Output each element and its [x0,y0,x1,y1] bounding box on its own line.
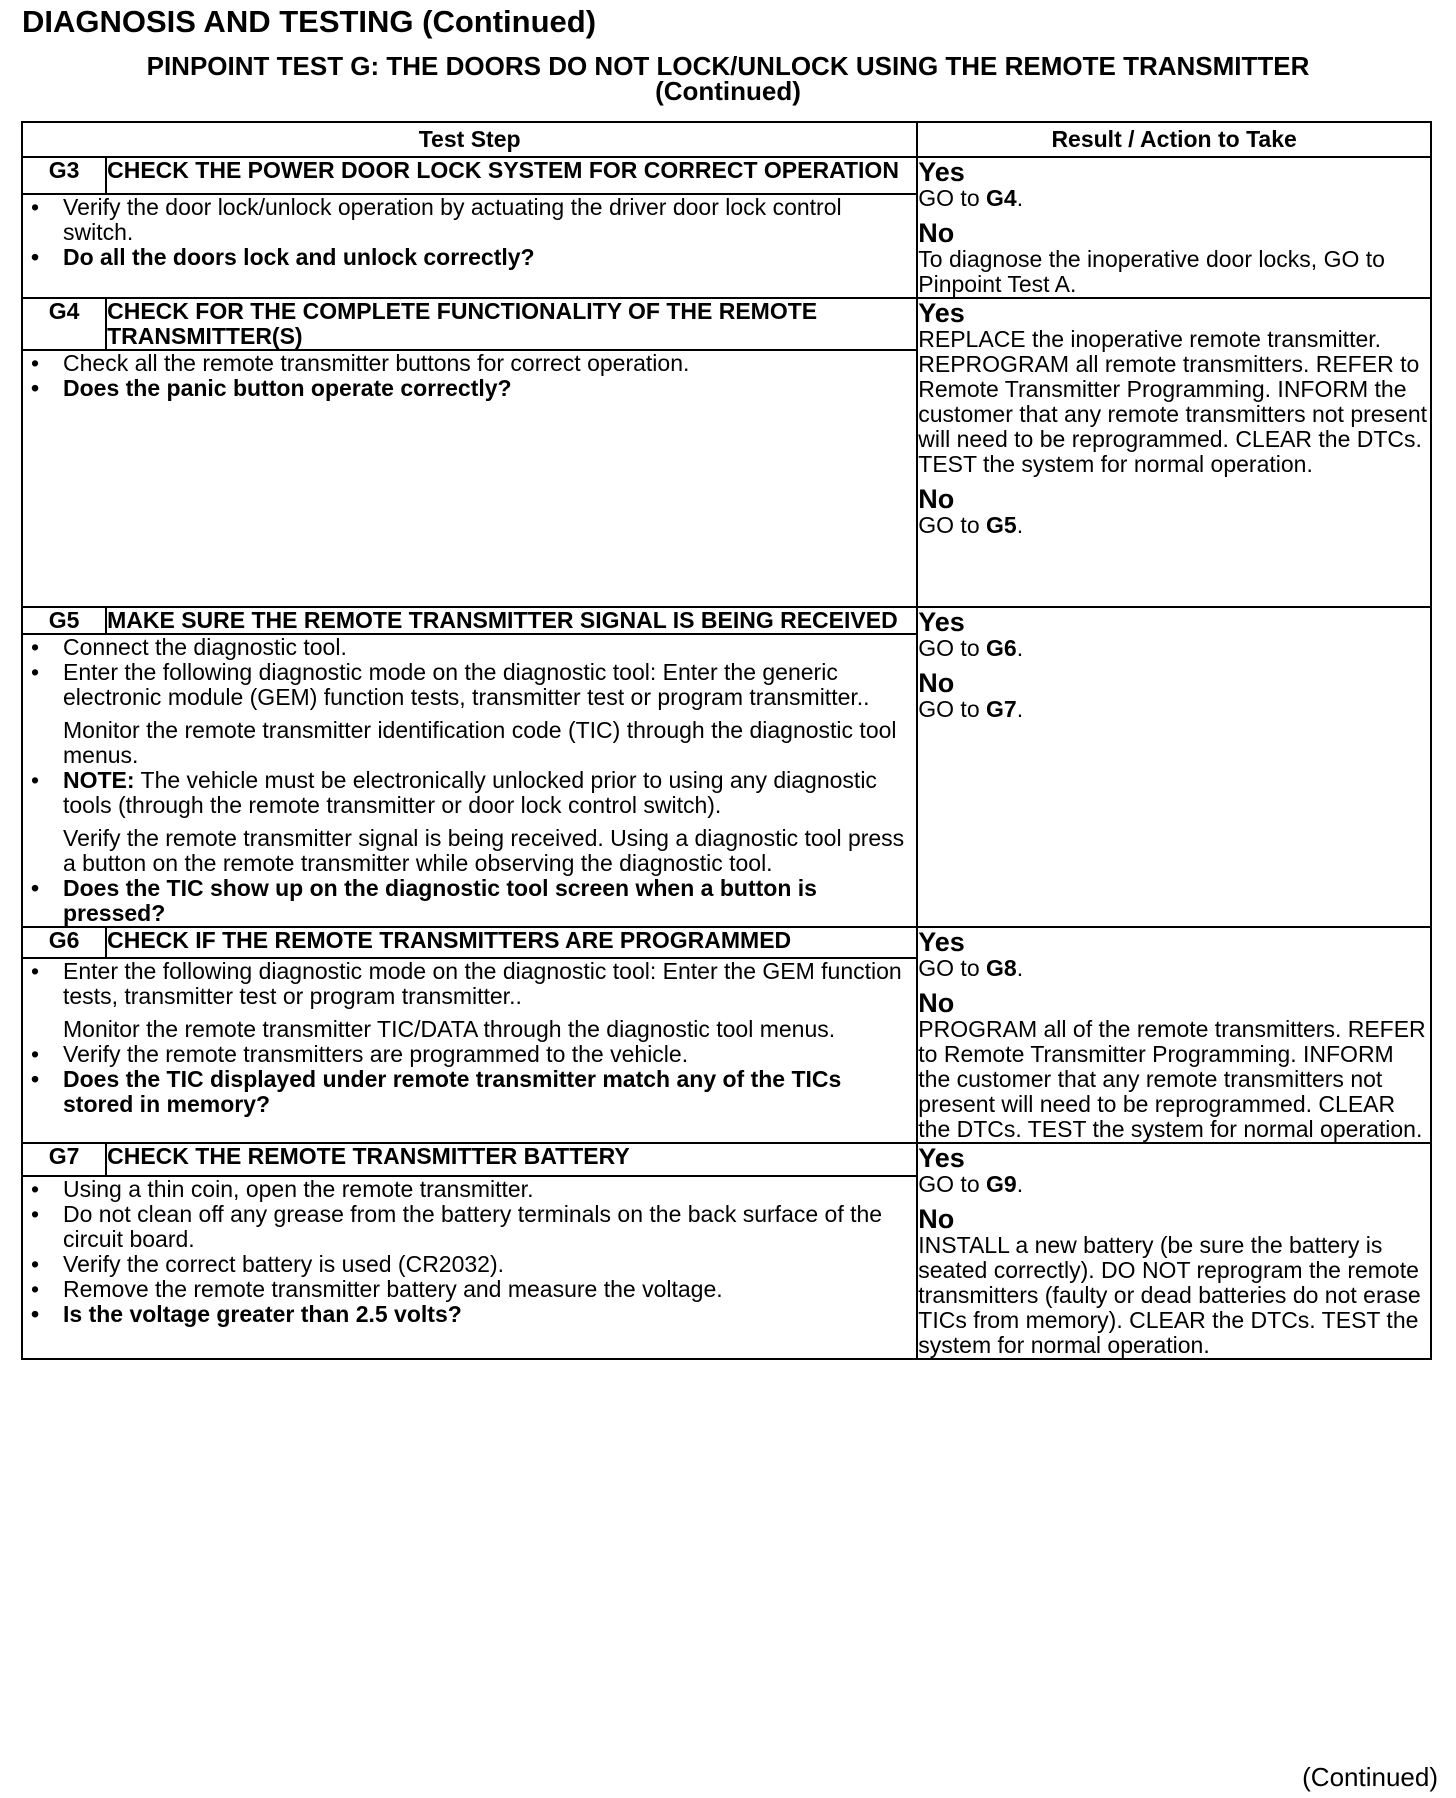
step-id: G6 [22,927,106,958]
result-no-text: PROGRAM all of the remote transmitters. REFER to Remote Transmitter Programming. INFORM the customer that any remote transmitters not present will need to be reprogrammed. CLEAR the DTCs. TEST the system for normal operation. [918,1016,1426,1142]
step-g7-header-row [22,1143,1431,1176]
step-title: CHECK THE REMOTE TRANSMITTER BATTERY [106,1143,917,1176]
result-yes-label: Yes [918,607,965,637]
result-no-label: No [918,1204,955,1234]
instruction-paragraph: Monitor the remote transmitter TIC/DATA through the diagnostic tool menus. [63,1016,836,1043]
result-yes-text: GO to G6. [918,635,1024,661]
step-title: MAKE SURE THE REMOTE TRANSMITTER SIGNAL IS BEING RECEIVED [106,607,917,634]
pinpoint-test-table [21,121,1432,1360]
step-g4-result [917,298,1431,607]
bullet-item: • Using a thin coin, open the remote transmitter. [30,1175,534,1202]
result-yes-label: Yes [918,1143,965,1173]
bullet-item: • Verify the door lock/unlock operation by actuating the driver door lock control switch. [30,193,842,245]
step-g3-instructions [22,194,917,298]
bullet-item: • Do not clean off any grease from the battery terminals on the back surface of the circuit board. [30,1200,883,1252]
step-g7-result [917,1143,1431,1359]
step-id: G3 [22,157,106,194]
step-title: CHECK FOR THE COMPLETE FUNCTIONALITY OF THE REMOTE TRANSMITTER(S) [106,298,917,350]
test-title-line1: PINPOINT TEST G: THE DOORS DO NOT LOCK/UNLOCK USING THE REMOTE TRANSMITTER [146,51,1310,81]
continued-footer: (Continued) [1302,1762,1438,1792]
step-reference: G9 [986,1171,1017,1197]
result-no-text: GO to G5. [918,512,1024,538]
step-id: G5 [22,607,106,634]
bullet-item: • Check all the remote transmitter buttons for correct operation. [30,350,690,376]
page-heading: DIAGNOSIS AND TESTING (Continued) [22,4,597,39]
step-g7-instructions [22,1176,917,1359]
test-title-line2: (Continued) [655,76,801,106]
bullet-item: • Verify the correct battery is used (CR2032). [30,1250,505,1277]
column-header-result: Result / Action to Take [917,122,1431,157]
step-reference: G7 [986,696,1017,722]
bullet-item: • Enter the following diagnostic mode on the diagnostic tool: Enter the GEM function tests, transmitter test or program transmitter.. [30,958,902,1010]
result-no-label: No [918,988,955,1018]
step-title: CHECK THE POWER DOOR LOCK SYSTEM FOR CORRECT OPERATION [106,157,917,194]
step-reference: G4 [986,185,1017,211]
result-yes-label: Yes [918,927,965,957]
bullet-question: • Do all the doors lock and unlock correctly? [30,243,535,270]
step-reference: G5 [986,512,1017,538]
step-g5-header-row [22,607,1431,634]
step-id: G7 [22,1143,106,1176]
result-no-label: No [918,484,955,514]
result-no-text: GO to G7. [918,696,1024,722]
bullet-item: • Remove the remote transmitter battery and measure the voltage. [30,1275,723,1302]
result-yes-label: Yes [918,157,965,187]
result-yes-text: REPLACE the inoperative remote transmitter. REPROGRAM all remote transmitters. REFER to Remote Transmitter Programming. INFORM the customer that any remote transmitters not present will need to be reprogrammed. CLEAR the DTCs. TEST the system for normal operation. [918,326,1428,477]
instruction-paragraph: Monitor the remote transmitter identification code (TIC) through the diagnostic tool menus. [63,717,897,768]
result-yes-text: GO to G8. [918,955,1024,981]
step-title: CHECK IF THE REMOTE TRANSMITTERS ARE PROGRAMMED [106,927,917,958]
instruction-paragraph: Verify the remote transmitter signal is being received. Using a diagnostic tool press a button on the remote transmitter while observing the diagnostic tool. [63,825,905,876]
step-g6-header-row [22,927,1431,958]
bullet-question: • Does the panic button operate correctly? [30,375,512,401]
step-g6-instructions [22,958,917,1143]
step-reference: G8 [986,955,1017,981]
bullet-note: • NOTE: The vehicle must be electronically unlocked prior to using any diagnostic tools (through the remote transmitter or door lock control switch). [30,767,877,818]
result-yes-text: GO to G9. [918,1171,1024,1197]
bullet-item: • Connect the diagnostic tool. [30,634,347,660]
bullet-question: • Does the TIC displayed under remote transmitter match any of the TICs stored in memory? [30,1066,842,1118]
result-no-label: No [918,218,955,248]
step-g4-instructions [22,350,917,607]
step-g5-result [917,607,1431,927]
bullet-question: • Is the voltage greater than 2.5 volts? [30,1300,462,1327]
step-g3-header-row [22,157,1431,194]
result-yes-label: Yes [918,298,965,328]
table-header-row [22,122,1431,157]
step-id: G4 [22,298,106,350]
result-yes-text: GO to G4. [918,185,1024,211]
step-g3-result [917,157,1431,298]
step-g6-result [917,927,1431,1143]
step-reference: G6 [986,635,1017,661]
column-header-test-step: Test Step [22,122,917,157]
bullet-item: • Enter the following diagnostic mode on the diagnostic tool: Enter the generic electronic module (GEM) function tests, transmitter test or program transmitter.. [30,659,870,710]
result-no-text: To diagnose the inoperative door locks, GO to Pinpoint Test A. [918,246,1385,297]
pinpoint-test-title [22,51,1434,106]
result-no-label: No [918,668,955,698]
result-no-text: INSTALL a new battery (be sure the battery is seated correctly). DO NOT reprogram the remote transmitters (faulty or dead batteries do not erase TICs from memory). CLEAR the DTCs. TEST the system for normal operation. [918,1232,1421,1358]
bullet-item: • Verify the remote transmitters are programmed to the vehicle. [30,1041,689,1068]
bullet-question: • Does the TIC show up on the diagnostic tool screen when a button is pressed? [30,875,817,926]
step-g4-header-row [22,298,1431,350]
step-g5-instructions [22,634,917,927]
